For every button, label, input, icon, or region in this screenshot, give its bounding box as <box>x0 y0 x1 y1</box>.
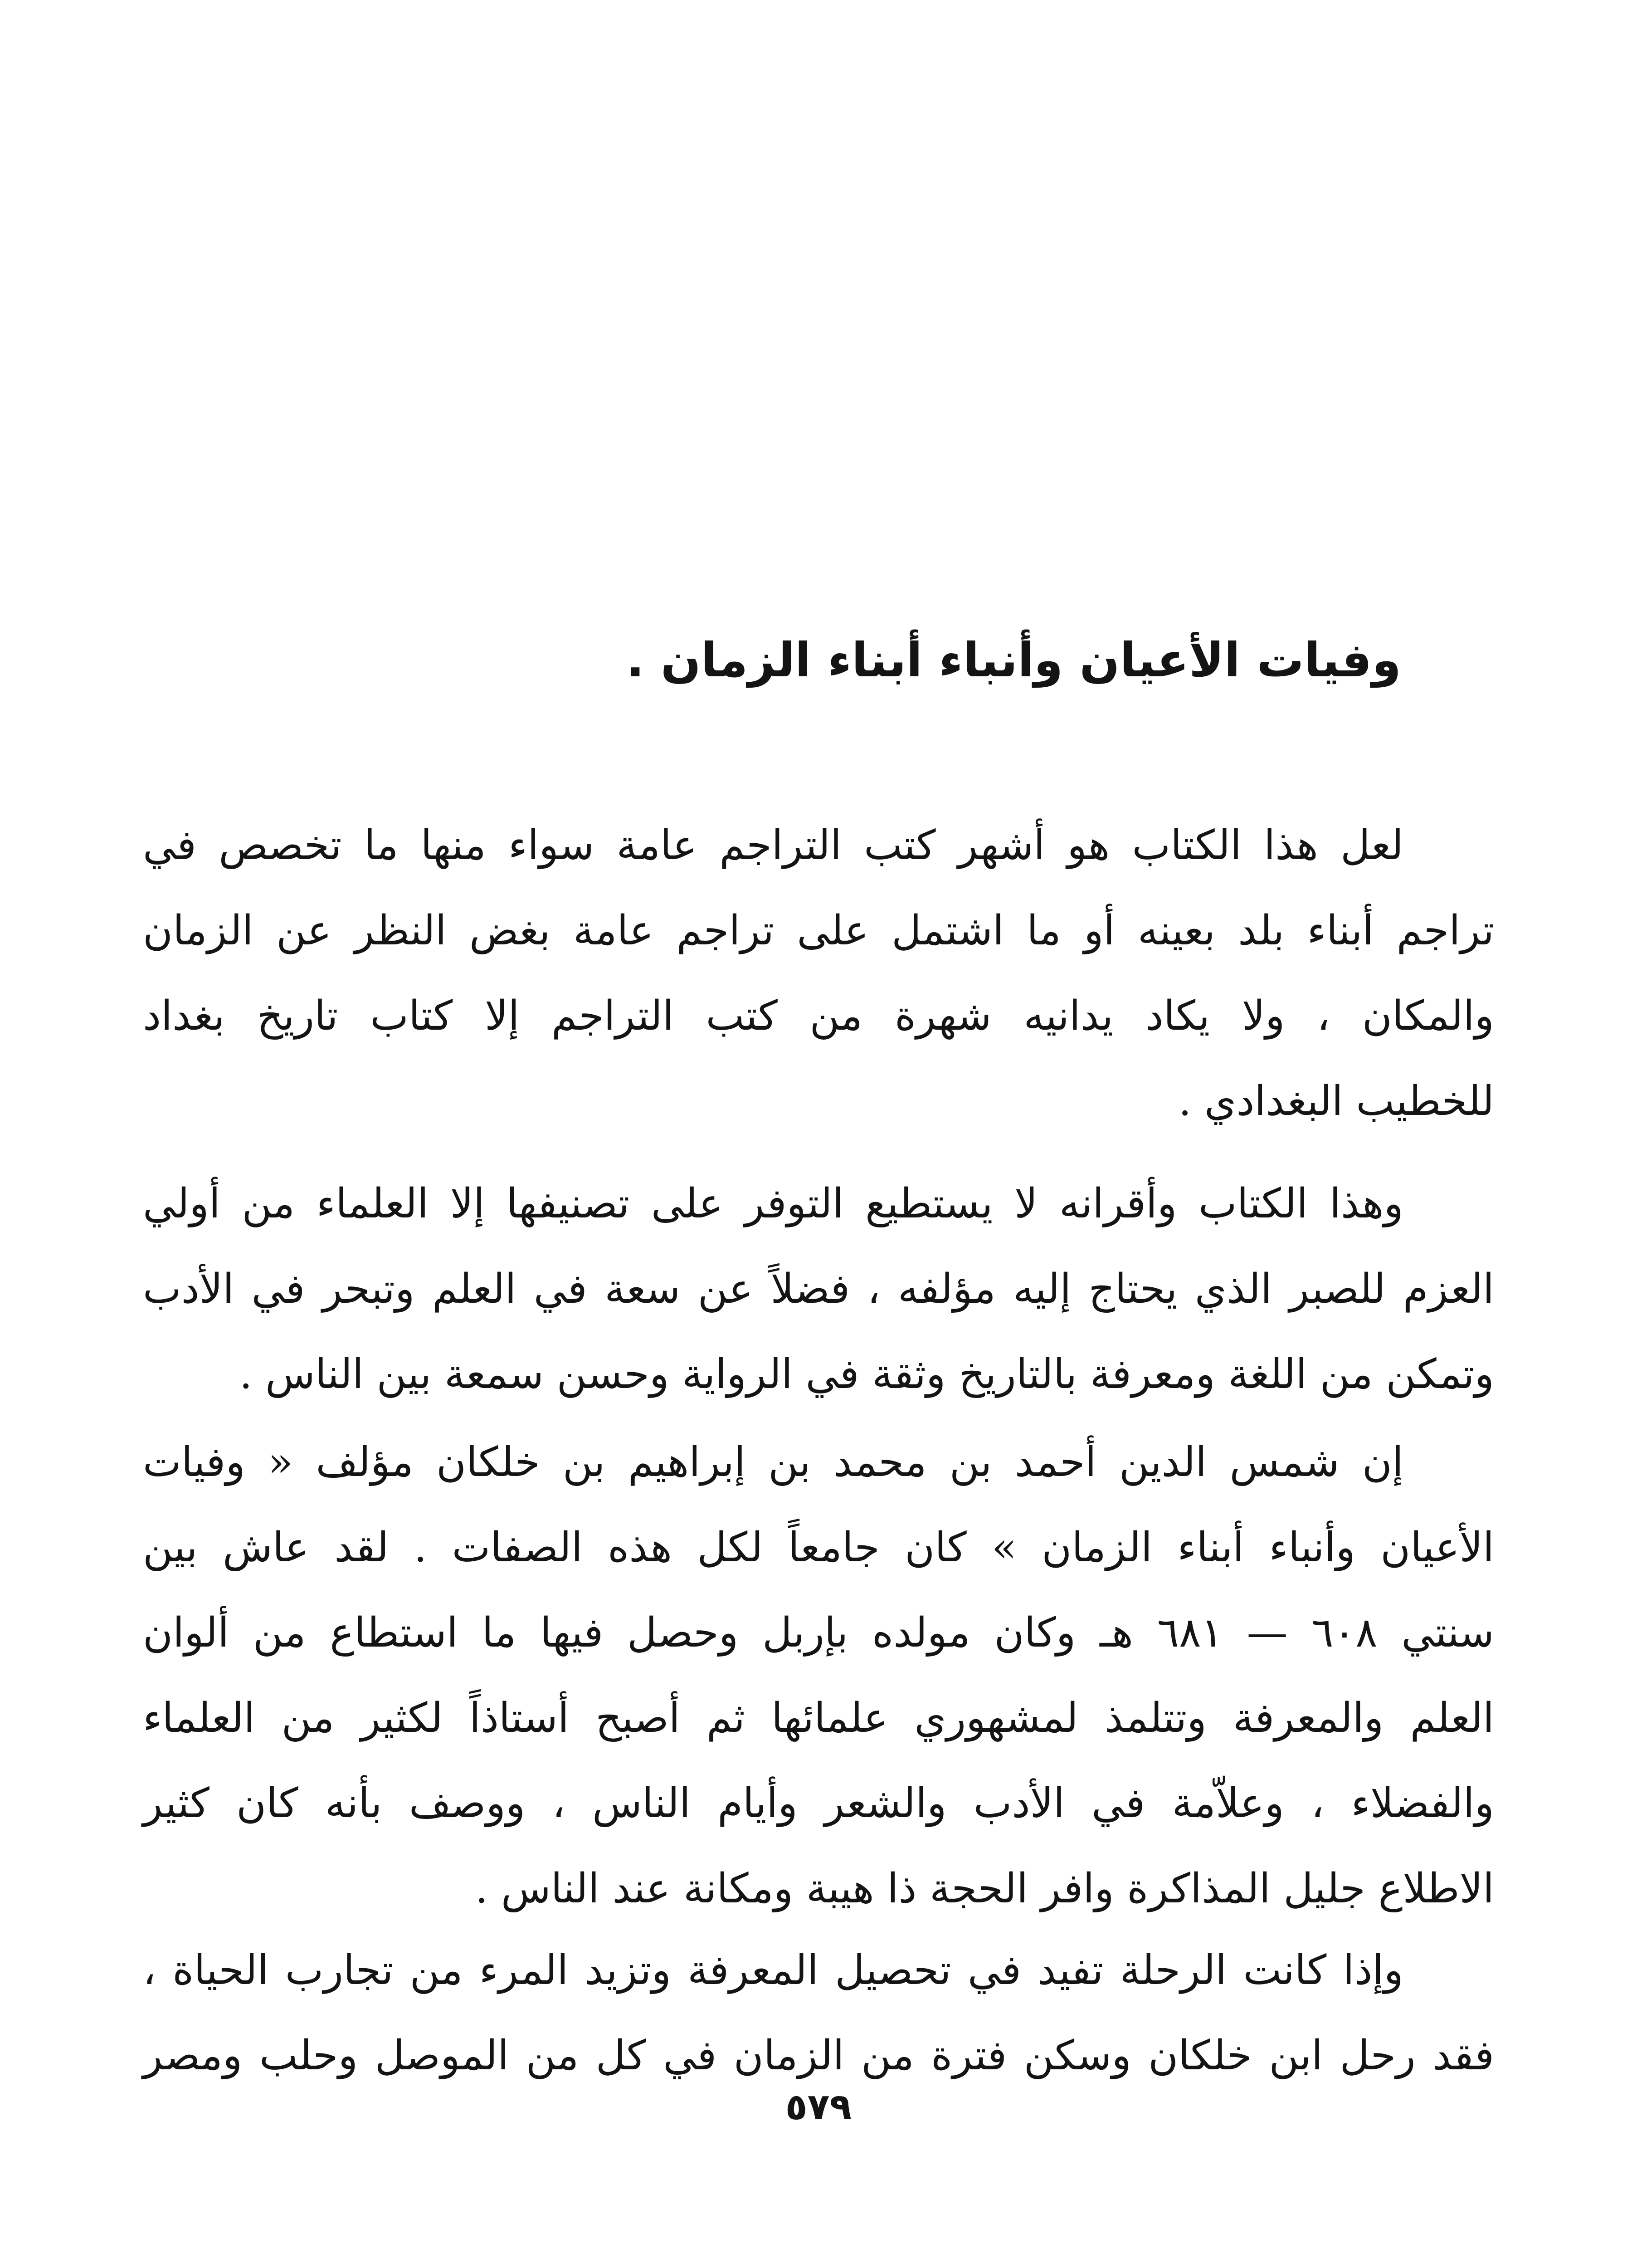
text-line: الأعيان وأنباء أبناء الزمان » كان جامعاً لكل هذه الصفات . لقد عاش بين <box>143 1524 1494 1571</box>
paragraph-4 <box>143 1928 1494 2098</box>
paragraph-1 <box>143 803 1494 1144</box>
text-line: تراجم أبناء بلد بعينه أو ما اشتمل على تراجم عامة بغض النظر عن الزمان <box>143 907 1494 954</box>
text-line: للخطيب البغدادي . <box>1178 1077 1494 1125</box>
text-line: سنتي ٦٠٨ — ٦٨١ هـ وكان مولده بإربل وحصل فيها ما استطاع من ألوان <box>143 1609 1494 1657</box>
text-line: والمكان ، ولا يكاد يدانيه شهرة من كتب التراجم إلا كتاب تاريخ بغداد <box>143 992 1494 1040</box>
text-line: وهذا الكتاب وأقرانه لا يستطيع التوفر على تصنيفها إلا العلماء من أولي <box>143 1180 1403 1227</box>
text-line: وإذا كانت الرحلة تفيد في تحصيل المعرفة وتزيد المرء من تجارب الحياة ، <box>143 1946 1403 1994</box>
text-line: إن شمس الدين أحمد بن محمد بن إبراهيم بن خلكان مؤلف « وفيات <box>143 1438 1403 1486</box>
text-line: العلم والمعرفة وتتلمذ لمشهوري علمائها ثم أصبح أستاذاً لكثير من العلماء <box>143 1694 1494 1742</box>
text-line: وتمكن من اللغة ومعرفة بالتاريخ وثقة في الرواية وحسن سمعة بين الناس . <box>239 1350 1494 1398</box>
page-number: ٥٧٩ <box>785 2086 852 2128</box>
text-line: والفضلاء ، وعلاّمة في الأدب والشعر وأيام الناس ، ووصف بأنه كان كثير <box>143 1779 1494 1827</box>
text-line: فقد رحل ابن خلكان وسكن فترة من الزمان في كل من الموصل وحلب ومصر <box>143 2032 1494 2079</box>
paragraph-2 <box>143 1161 1494 1417</box>
section-title: وفيات الأعيان وأنباء أبناء الزمان . <box>626 632 1401 688</box>
paragraph-3 <box>143 1420 1494 1931</box>
text-line: العزم للصبر الذي يحتاج إليه مؤلفه ، فضلاً عن سعة في العلم وتبحر في الأدب <box>143 1265 1494 1313</box>
text-line: الاطلاع جليل المذاكرة وافر الحجة ذا هيبة ومكانة عند الناس . <box>475 1865 1494 1912</box>
text-line: لعل هذا الكتاب هو أشهر كتب التراجم عامة سواء منها ما تخصص في <box>143 821 1403 869</box>
